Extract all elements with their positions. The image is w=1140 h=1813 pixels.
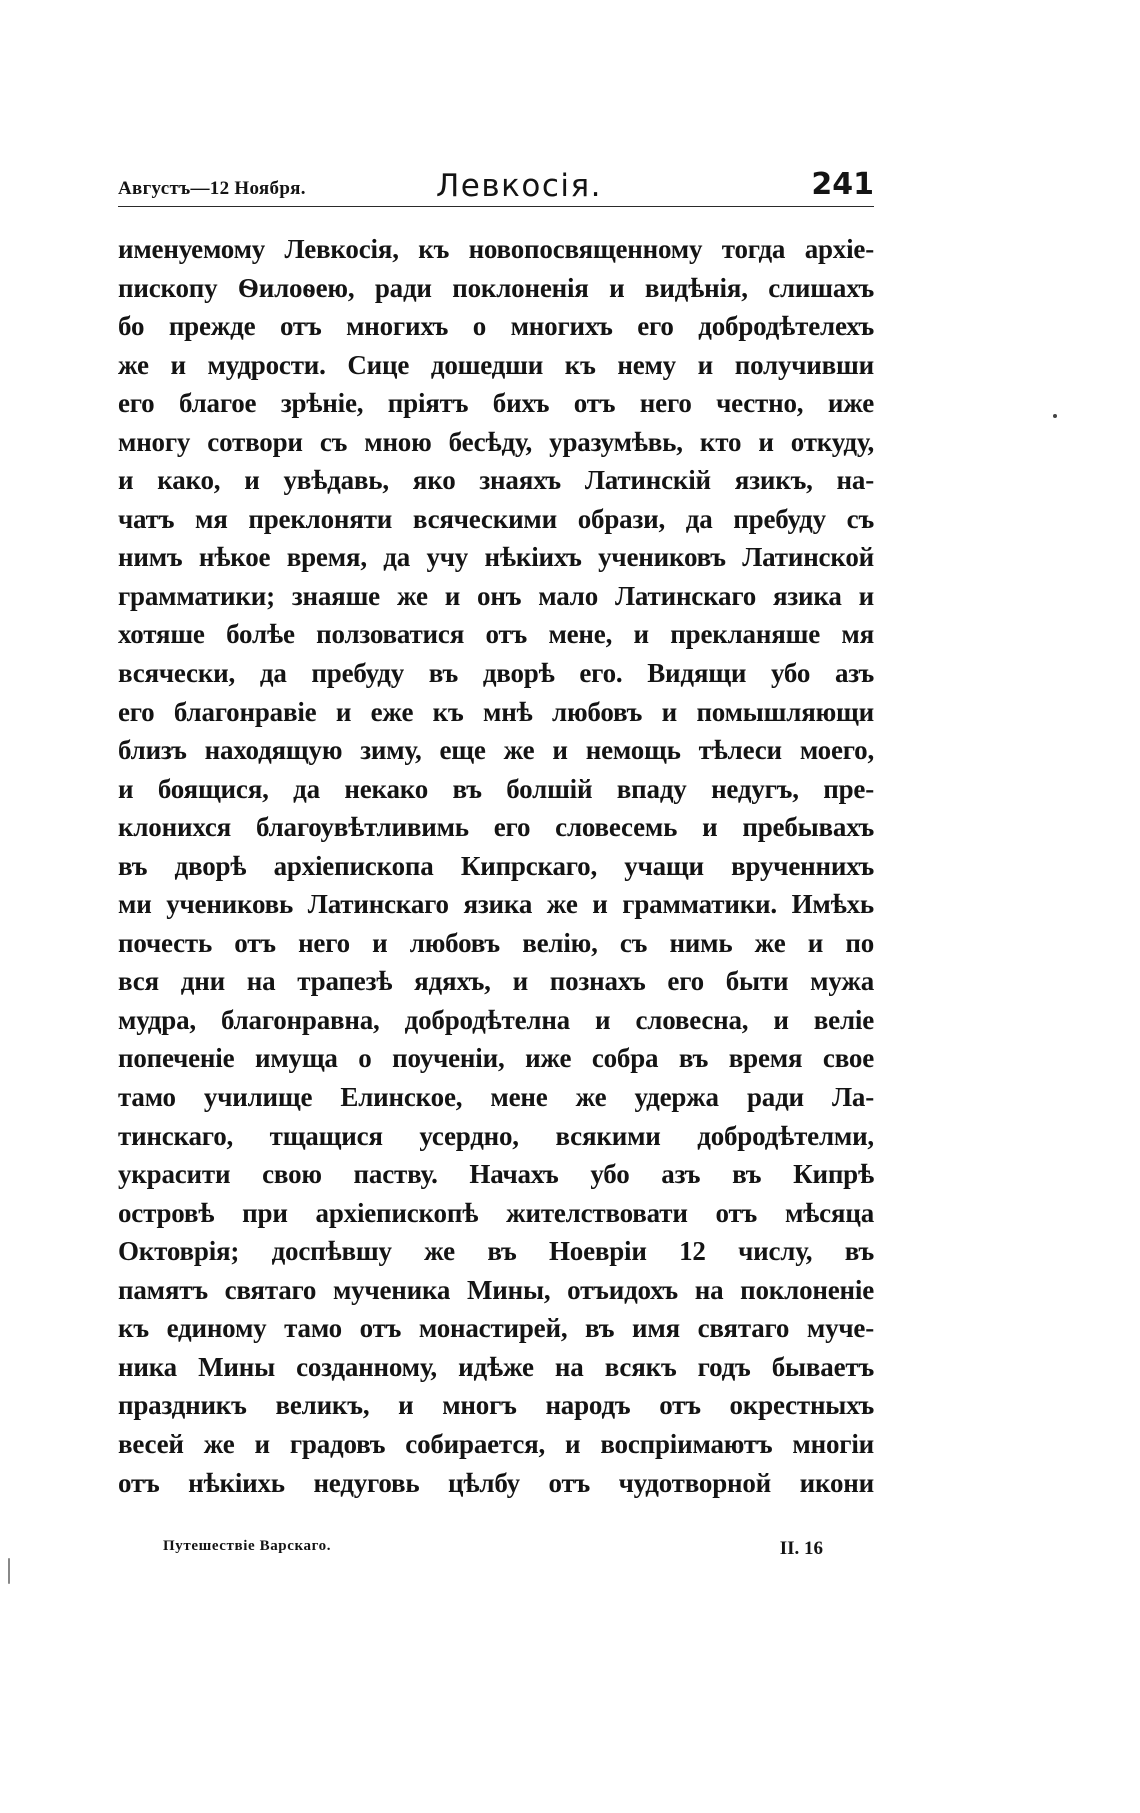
text-line: чатъ мя преклоняти всяческими образи, да пребуду съ [118, 503, 874, 534]
text-line: же и мудрости. Сице дошедши къ нему и получивши [118, 349, 874, 380]
text-line: вся дни на трапезѣ ядяхъ, и познахъ его быти мужа [118, 966, 874, 997]
text-line: многу сотвори съ мною бесѣду, уразумѣвь, кто и откуду, [118, 426, 874, 457]
text-line: почесть отъ него и любовъ велію, съ нимь же и по [118, 927, 874, 958]
scan-speck [8, 1558, 10, 1584]
text-line: ми учениковь Латинскаго язика же и грамматики. Имѣхь [118, 889, 874, 920]
text-line: хотяше болѣе ползоватися отъ мене, и прекланяше мя [118, 619, 874, 650]
text-line: нимъ нѣкое время, да учу нѣкіихъ учениковъ Латинской [118, 542, 874, 573]
text-line: клонихся благоувѣтливимь его словесемь и пребывахъ [118, 812, 874, 843]
body-text [118, 230, 874, 1502]
text-line: праздникъ великъ, и многъ народъ отъ окрестныхъ [118, 1390, 874, 1421]
text-line: Октоврія; доспѣвшу же въ Ноевріи 12 числу, въ [118, 1236, 874, 1267]
text-line: всячески, да пребуду въ дворѣ его. Видящи убо азъ [118, 658, 874, 689]
text-line: въ дворѣ архіепископа Кипрскаго, учащи врученнихъ [118, 850, 874, 881]
text-line: памятъ святаго мученика Мины, отъидохъ на поклоненіе [118, 1274, 874, 1305]
text-line: островѣ при архіепископѣ жителствовати отъ мѣсяца [118, 1197, 874, 1228]
page-footer [163, 1538, 823, 1562]
text-line: къ единому тамо отъ монастирей, въ имя святаго муче- [118, 1313, 874, 1344]
text-line: мудра, благонравна, добродѣтелна и словесна, и веліе [118, 1004, 874, 1035]
text-line: тинскаго, тщащися усердно, всякими добродѣтелми, [118, 1120, 874, 1151]
running-head-dates: Августъ—12 Ноября. [118, 178, 306, 199]
text-line: его благое зрѣніе, пріятъ бихъ отъ него честно, иже [118, 388, 874, 419]
text-line: и боящися, да некако въ болшій впаду недугъ, пре- [118, 773, 874, 804]
text-line: именуемому Левкосія, къ новопосвященному тогда архіе- [118, 234, 874, 264]
running-head-title: Левкосія. [436, 168, 603, 204]
text-line: украсити свою паству. Начахъ убо азъ въ Кипрѣ [118, 1159, 874, 1190]
page-number: 241 [811, 167, 874, 202]
header-rule [118, 206, 874, 207]
text-line: грамматики; знаяше же и онъ мало Латинскаго язика и [118, 580, 874, 611]
running-header [118, 160, 874, 204]
text-line: и како, и увѣдавь, яко знаяхъ Латинскій язикъ, на- [118, 465, 874, 496]
text-line: весей же и градовъ собирается, и воспріимаютъ многіи [118, 1428, 874, 1459]
text-line: близъ находящую зиму, еще же и немощь тѣлеси моего, [118, 735, 874, 766]
footer-signature: Путешествіе Варскаго. [163, 1538, 332, 1554]
text-line: тамо училище Елинское, мене же удержа ради Ла- [118, 1082, 874, 1113]
text-line: его благонравіе и еже къ мнѣ любовъ и помышляющи [118, 696, 874, 727]
text-line: отъ нѣкіихь недуговь цѣлбу отъ чудотворной икони [118, 1467, 874, 1498]
text-line: попеченіе имуща о поученіи, иже собра въ время свое [118, 1043, 874, 1074]
text-line: пископу Ѳилоѳею, ради поклоненія и видѣнія, слишахъ [118, 272, 874, 303]
footer-sheet-mark: II. 16 [779, 1538, 823, 1559]
text-line: бо прежде отъ многихъ о многихъ его добродѣтелехъ [118, 311, 874, 342]
scan-speck [1053, 414, 1057, 418]
text-line: ника Мины созданному, идѣже на всякъ годъ бываетъ [118, 1351, 874, 1382]
